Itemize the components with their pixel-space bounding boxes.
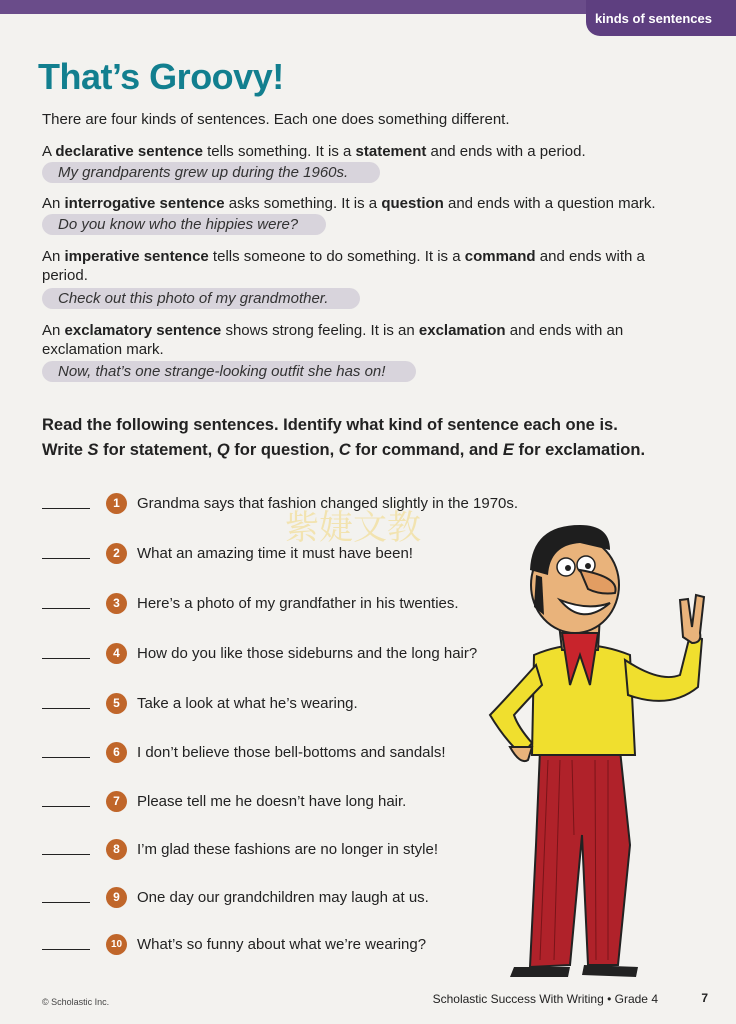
instructions-line-2: Write S for statement, Q for question, C for command, and E for exclamation. [42, 441, 646, 459]
definition-declarative: A declarative sentence tells something. It is a statement and ends with a period. [42, 143, 586, 160]
item-sentence: Here’s a photo of my grandfather in his twenties. [137, 594, 459, 612]
exercise-item [42, 591, 459, 615]
example-declarative: My grandparents grew up during the 1960s. [42, 162, 380, 183]
key-command: command [464, 248, 536, 265]
right-arm [625, 635, 702, 701]
item-number-badge: 5 [106, 693, 127, 714]
peace-sign-hand [680, 595, 704, 643]
left-hand [510, 747, 532, 761]
item-sentence: One day our grandchildren may laugh at us. [137, 888, 429, 906]
key-question: question [381, 195, 444, 212]
pupil-right [585, 563, 591, 569]
exercise-item [42, 885, 429, 909]
answer-blank[interactable] [42, 494, 90, 509]
item-sentence: What an amazing time it must have been! [137, 544, 413, 562]
exercise-item [42, 789, 406, 813]
pants-shape [530, 750, 630, 967]
item-number-badge: 7 [106, 791, 127, 812]
definition-imperative: An imperative sentence tells someone to do something. It is a command and ends with a period. [42, 248, 645, 284]
watermark: 紫婕文教 [285, 508, 421, 548]
definition-interrogative: An interrogative sentence asks something. It is a question and ends with a question mark. [42, 195, 656, 212]
item-sentence: What’s so funny about what we’re wearing? [137, 935, 427, 953]
page-number: 7 [701, 991, 708, 1005]
book-title: Scholastic Success With Writing • Grade 4 [432, 992, 658, 1006]
item-sentence: I don’t believe those bell-bottoms and sandals! [137, 743, 446, 761]
shoe-left [510, 967, 570, 977]
page-title: That’s Groovy! [38, 56, 284, 97]
key-statement: statement [355, 143, 427, 160]
key-exclamation: exclamation [418, 322, 506, 339]
item-sentence: I’m glad these fashions are no longer in style! [137, 840, 439, 858]
exercise-item [42, 837, 438, 861]
item-number-badge: 2 [106, 543, 127, 564]
pupil-left [565, 565, 571, 571]
section-tab [586, 0, 736, 36]
example-imperative: Check out this photo of my grandmother. [42, 288, 360, 309]
term-interrogative: interrogative sentence [64, 195, 225, 212]
item-number-badge: 9 [106, 887, 127, 908]
term-declarative: declarative sentence [55, 143, 203, 160]
exercise-item [42, 932, 426, 956]
answer-blank[interactable] [42, 840, 90, 855]
answer-blank[interactable] [42, 888, 90, 903]
item-number-badge: 1 [106, 493, 127, 514]
instructions-line-1: Read the following sentences. Identify what kind of sentence each one is. [42, 416, 618, 434]
item-number-badge: 6 [106, 742, 127, 763]
item-sentence: Please tell me he doesn’t have long hair. [137, 792, 407, 810]
instructions [42, 413, 702, 463]
item-sentence: Take a look at what he’s wearing. [137, 694, 358, 712]
answer-blank[interactable] [42, 694, 90, 709]
item-number-badge: 4 [106, 643, 127, 664]
answer-blank[interactable] [42, 792, 90, 807]
answer-blank[interactable] [42, 935, 90, 950]
exercise-item [42, 491, 518, 515]
intro-text: There are four kinds of sentences. Each one does something different. [42, 111, 510, 128]
exercise-item [42, 641, 477, 665]
item-number-badge: 8 [106, 839, 127, 860]
example-exclamatory: Now, that’s one strange-looking outfit she has on! [42, 361, 416, 382]
section-tab-label: kinds of sentences [594, 10, 712, 26]
term-exclamatory: exclamatory sentence [64, 322, 222, 339]
answer-blank[interactable] [42, 544, 90, 559]
answer-blank[interactable] [42, 594, 90, 609]
exercise-item [42, 740, 446, 764]
shoe-right [582, 965, 638, 977]
term-imperative: imperative sentence [64, 248, 209, 265]
answer-blank[interactable] [42, 743, 90, 758]
item-number-badge: 10 [106, 934, 127, 955]
definition-exclamatory: An exclamatory sentence shows strong feeling. It is an exclamation and ends with an exclamation mark. [42, 322, 624, 358]
item-sentence: Grandma says that fashion changed slightly in the 1970s. [137, 494, 519, 512]
example-interrogative: Do you know who the hippies were? [42, 214, 326, 235]
item-sentence: How do you like those sideburns and the long hair? [137, 644, 478, 662]
item-number-badge: 3 [106, 593, 127, 614]
answer-blank[interactable] [42, 644, 90, 659]
groovy-man-illustration [470, 515, 720, 980]
exercise-item [42, 691, 358, 715]
copyright: © Scholastic Inc. [42, 997, 110, 1007]
